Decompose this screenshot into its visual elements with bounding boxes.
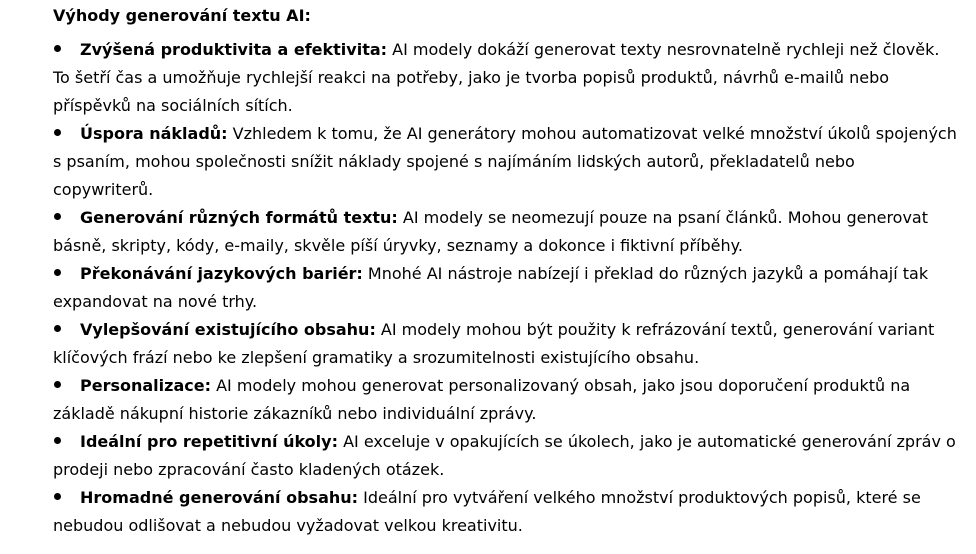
bullet-icon bbox=[53, 260, 80, 288]
item-term: Úspora nákladů: bbox=[80, 124, 228, 143]
list-item bbox=[53, 372, 958, 428]
bullet-icon bbox=[53, 36, 80, 64]
item-text: AI modely se neomezují pouze na psaní článků. Mohou generovat básně, skripty, kódy, e-maily, skvěle píší úryvky, seznamy a dokonce i fiktivní příběhy. bbox=[53, 208, 929, 255]
item-term: Překonávání jazykových bariér: bbox=[80, 264, 363, 283]
list-item bbox=[53, 316, 958, 372]
item-term: Zvýšená produktivita a efektivita: bbox=[80, 40, 388, 59]
list-item bbox=[53, 260, 958, 316]
item-text: Ideální pro vytváření velkého množství produktových popisů, které se nebudou odlišovat a nebudou vyžadovat velkou kreativitu. bbox=[53, 488, 921, 535]
item-text: AI exceluje v opakujících se úkolech, jako je automatické generování zpráv o prodeji nebo zpracování často kladených otázek. bbox=[53, 432, 956, 479]
item-term: Personalizace: bbox=[80, 376, 211, 395]
bullet-icon bbox=[53, 372, 80, 400]
list-item bbox=[53, 120, 958, 204]
bullet-icon bbox=[53, 204, 80, 232]
list-item bbox=[53, 204, 958, 260]
list-item bbox=[53, 484, 958, 540]
section-heading: Výhody generování textu AI: bbox=[53, 6, 311, 25]
list-item bbox=[53, 36, 958, 120]
benefits-list bbox=[53, 36, 958, 540]
item-text: AI modely mohou generovat personalizovaný obsah, jako jsou doporučení produktů na základě nákupní historie zákazníků nebo individuální zprávy. bbox=[53, 376, 911, 423]
list-item bbox=[53, 428, 958, 484]
item-text: Vzhledem k tomu, že AI generátory mohou automatizovat velké množství úkolů spojených s psaním, mohou společnosti snížit náklady spojené s najímáním lidských autorů, překladatelů nebo copywriterů. bbox=[53, 124, 957, 199]
item-term: Generování různých formátů textu: bbox=[80, 208, 398, 227]
item-text: AI modely dokáží generovat texty nesrovnatelně rychleji než člověk. To šetří čas a umožňuje rychlejší reakci na potřeby, jako je tvorba popisů produktů, návrhů e-mailů nebo příspěvků na sociálních sítích. bbox=[53, 40, 940, 115]
bullet-icon bbox=[53, 484, 80, 512]
bullet-icon bbox=[53, 120, 80, 148]
item-term: Ideální pro repetitivní úkoly: bbox=[80, 432, 338, 451]
item-text: AI modely mohou být použity k refrázování textů, generování variant klíčových frází nebo ke zlepšení gramatiky a srozumitelnosti existujícího obsahu. bbox=[53, 320, 935, 367]
document-body bbox=[53, 5, 958, 540]
item-term: Vylepšování existujícího obsahu: bbox=[80, 320, 376, 339]
bullet-icon bbox=[53, 316, 80, 344]
item-term: Hromadné generování obsahu: bbox=[80, 488, 359, 507]
item-text: Mnohé AI nástroje nabízejí i překlad do různých jazyků a pomáhají tak expandovat na nové trhy. bbox=[53, 264, 929, 311]
bullet-icon bbox=[53, 428, 80, 456]
